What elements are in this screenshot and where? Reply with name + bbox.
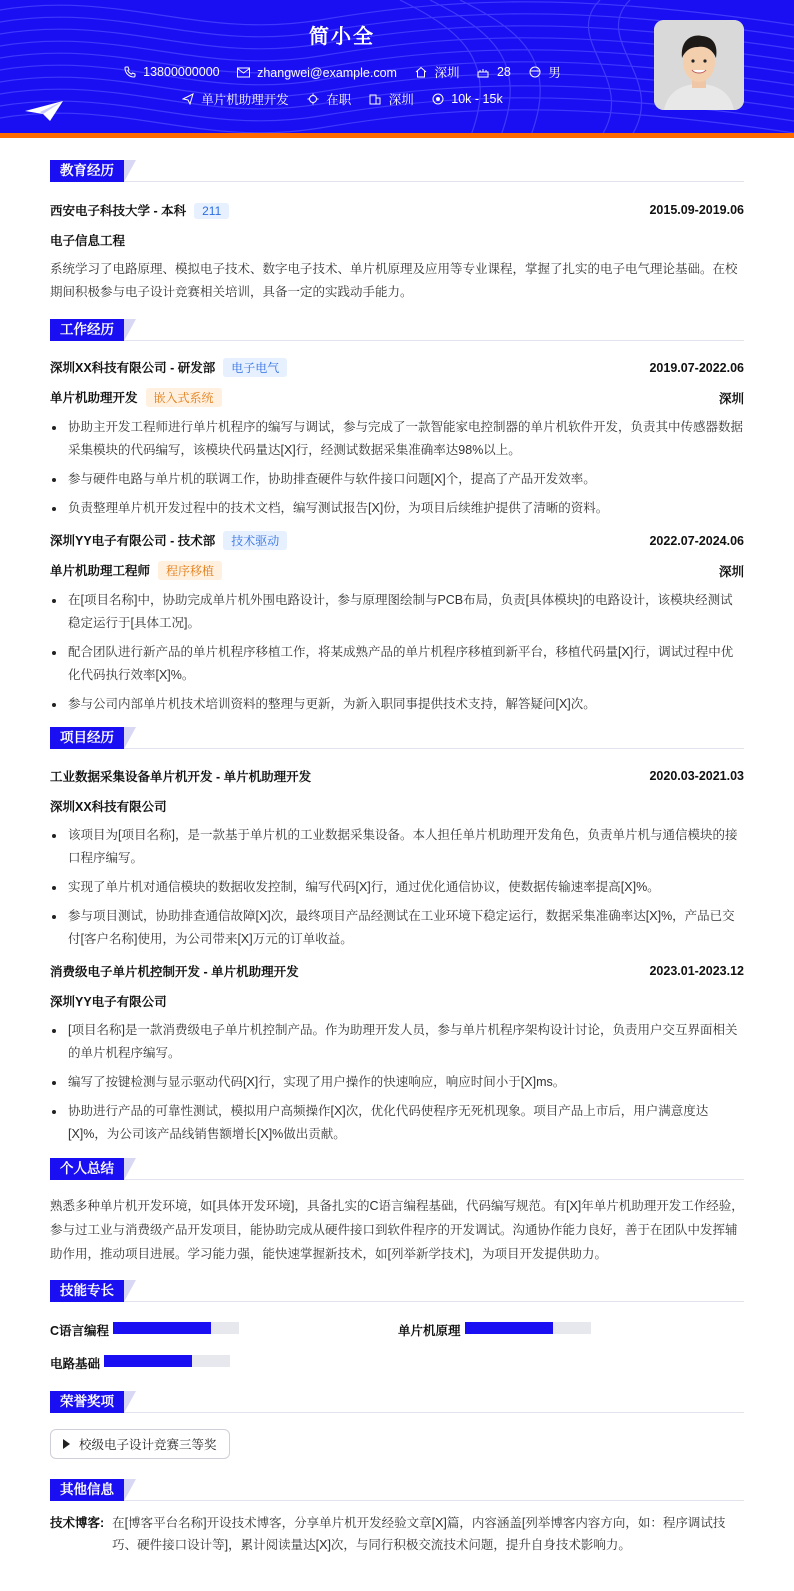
triangle-icon bbox=[63, 1439, 70, 1449]
project-name: 消费级电子单片机控制开发 - 单片机助理开发 bbox=[50, 965, 299, 979]
email-item bbox=[237, 66, 397, 80]
building-icon bbox=[369, 93, 382, 106]
skill-name: C语言编程 bbox=[50, 1324, 110, 1338]
project-entry bbox=[50, 962, 744, 1146]
project-company-row bbox=[50, 797, 744, 815]
list-item: 编写了按键检测与显示驱动代码[X]行，实现了用户操作的快速响应，响应时间小于[X]ms。 bbox=[50, 1071, 744, 1094]
job-header-row bbox=[50, 358, 744, 377]
skills-title-label: 技能专长 bbox=[50, 1280, 124, 1302]
projects-title-label: 项目经历 bbox=[50, 727, 124, 749]
job-location: 深圳 bbox=[718, 391, 744, 406]
project-company: 深圳YY电子有限公司 bbox=[50, 995, 167, 1009]
skill-bar bbox=[465, 1322, 591, 1334]
city-text: 深圳 bbox=[434, 66, 460, 80]
job-bullets bbox=[50, 416, 744, 520]
mail-icon bbox=[237, 67, 250, 80]
position-tag: 程序移植 bbox=[158, 561, 222, 580]
salary-text: 10k - 15k bbox=[451, 92, 503, 106]
school-tag: 211 bbox=[194, 203, 229, 219]
projects-title bbox=[50, 727, 744, 749]
awards-title bbox=[50, 1391, 744, 1413]
job-header-row bbox=[50, 531, 744, 550]
blog-label: 技术博客: bbox=[50, 1516, 105, 1530]
project-bullets bbox=[50, 1019, 744, 1146]
target-job-item bbox=[181, 90, 289, 108]
job-bullets bbox=[50, 589, 744, 716]
other-section bbox=[50, 1479, 744, 1556]
education-title bbox=[50, 160, 744, 182]
target-job-text: 单片机助理开发 bbox=[201, 93, 289, 107]
projects-section bbox=[50, 727, 744, 1152]
education-desc: 系统学习了电路原理、模拟电子技术、数字电子技术、单片机原理及应用等专业课程，掌握了扎实的电子电气理论基础。在校期间积极参与电子设计竞赛相关培训，具备一定的实践动手能力。 bbox=[50, 262, 738, 299]
awards-title-label: 荣誉奖项 bbox=[50, 1391, 124, 1413]
gender-icon bbox=[528, 66, 541, 79]
list-item: 实现了单片机对通信模块的数据收发控制，编写代码[X]行，通过优化通信协议，使数据传输速率提高[X]%。 bbox=[50, 876, 744, 899]
candidate-name: 简小全 bbox=[309, 26, 375, 48]
age-icon bbox=[477, 66, 490, 79]
gender-item bbox=[528, 63, 561, 81]
status-icon bbox=[306, 93, 319, 106]
summary-text: 熟悉多种单片机开发环境，如[具体开发环境]，具备扎实的C语言编程基础，代码编写规范。有[X]年单片机助理开发工作经验，参与过工业与消费级产品开发项目，能协助完成从硬件接口到软件程序的开发调试。沟通协作能力良好，善于在团队中发挥辅助作用，推动项目进展。学习能力强，能快速掌握新技术，如[列举新学技术]，为项目开发提供助力。 bbox=[50, 1199, 744, 1261]
other-title-label: 其他信息 bbox=[50, 1479, 124, 1501]
status-text: 在职 bbox=[326, 93, 352, 107]
skills-section bbox=[50, 1280, 744, 1375]
list-item: 协助进行产品的可靠性测试，模拟用户高频操作[X]次，优化代码使程序无死机现象。项目产品上市后，用户满意度达[X]%，为公司该产品线销售额增长[X]%做出贡献。 bbox=[50, 1100, 744, 1146]
phone-icon bbox=[123, 66, 136, 79]
awards-section bbox=[50, 1391, 744, 1459]
project-bullets bbox=[50, 824, 744, 951]
target-city-item bbox=[369, 90, 414, 108]
skills-title bbox=[50, 1280, 744, 1302]
job-date: 2019.07-2022.06 bbox=[649, 360, 744, 375]
city-item bbox=[414, 63, 459, 81]
school-name: 西安电子科技大学 - 本科 bbox=[50, 204, 187, 218]
gender-text: 男 bbox=[548, 66, 561, 80]
job-date: 2022.07-2024.06 bbox=[649, 533, 744, 548]
paper-plane-icon bbox=[24, 100, 64, 122]
company-name: 深圳YY电子有限公司 - 技术部 bbox=[50, 534, 216, 548]
position-name: 单片机助理工程师 bbox=[50, 564, 151, 578]
summary-title-label: 个人总结 bbox=[50, 1158, 124, 1180]
age-text: 28 bbox=[496, 65, 511, 79]
salary-icon bbox=[431, 93, 444, 106]
phone-text: 13800000000 bbox=[143, 65, 220, 79]
age-item bbox=[477, 65, 511, 79]
job-intent-row bbox=[0, 90, 684, 108]
skill-name: 电路基础 bbox=[50, 1357, 101, 1371]
company-name: 深圳XX科技有限公司 - 研发部 bbox=[50, 361, 216, 375]
home-icon bbox=[414, 66, 427, 79]
project-header-row bbox=[50, 767, 744, 785]
skill-bar-fill bbox=[465, 1322, 553, 1334]
company-tag: 电子电气 bbox=[223, 358, 287, 377]
list-item: 配合团队进行新产品的单片机程序移植工作，将某成熟产品的单片机程序移植到新平台，移植代码量[X]行，调试过程中优化代码执行效率[X]%。 bbox=[50, 641, 744, 687]
position-tag: 嵌入式系统 bbox=[146, 388, 222, 407]
education-title-label: 教育经历 bbox=[50, 160, 124, 182]
salary-item bbox=[431, 92, 502, 106]
major-row bbox=[50, 231, 744, 249]
skill-name: 单片机原理 bbox=[398, 1324, 461, 1338]
skill-bar-fill bbox=[113, 1322, 211, 1334]
education-date: 2015.09-2019.06 bbox=[649, 203, 744, 217]
email-text: zhangwei@example.com bbox=[257, 66, 397, 80]
list-item: 参与硬件电路与单片机的联调工作，协助排查硬件与软件接口问题[X]个，提高了产品开发效率。 bbox=[50, 468, 744, 491]
project-entry bbox=[50, 767, 744, 951]
profile-photo bbox=[654, 20, 744, 110]
list-item: 参与公司内部单片机技术培训资料的整理与更新，为新入职同事提供技术支持，解答疑问[X]次。 bbox=[50, 693, 744, 716]
work-title-label: 工作经历 bbox=[50, 319, 124, 341]
award-text: 校级电子设计竞赛三等奖 bbox=[79, 1438, 217, 1452]
other-title bbox=[50, 1479, 744, 1501]
summary-section bbox=[50, 1158, 744, 1266]
skill-bar bbox=[113, 1322, 239, 1334]
project-company-row bbox=[50, 992, 744, 1010]
resume-header bbox=[0, 0, 794, 138]
skill-bar bbox=[104, 1355, 230, 1367]
awards-list bbox=[50, 1429, 744, 1459]
skill-bar-fill bbox=[104, 1355, 192, 1367]
blog-text: 在[博客平台名称]开设技术博客，分享单片机开发经验文章[X]篇，内容涵盖[列举博客内容方向，如：程序调试技巧、硬件接口设计等]，累计阅读量达[X]次，与同行积极交流技术问题，提升自身技术影响力。 bbox=[112, 1516, 726, 1552]
position-name: 单片机助理开发 bbox=[50, 391, 138, 405]
job-location: 深圳 bbox=[718, 564, 744, 579]
work-title bbox=[50, 319, 744, 341]
blog-row bbox=[50, 1512, 744, 1556]
list-item: [项目名称]是一款消费级电子单片机控制产品。作为助理开发人员，参与单片机程序架构设计讨论，负责用户交互界面相关的单片机程序编写。 bbox=[50, 1019, 744, 1065]
contact-row bbox=[0, 63, 684, 81]
company-tag: 技术驱动 bbox=[223, 531, 287, 550]
list-item: 该项目为[项目名称]，是一款基于单片机的工业数据采集设备。本人担任单片机助理开发角色，负责单片机与通信模块的接口程序编写。 bbox=[50, 824, 744, 870]
job-entry bbox=[50, 358, 744, 520]
project-name: 工业数据采集设备单片机开发 - 单片机助理开发 bbox=[50, 770, 312, 784]
major-name: 电子信息工程 bbox=[50, 234, 126, 248]
project-date: 2020.03-2021.03 bbox=[649, 769, 744, 783]
phone-item bbox=[123, 65, 219, 79]
position-row bbox=[50, 388, 744, 407]
position-row bbox=[50, 561, 744, 580]
project-date: 2023.01-2023.12 bbox=[649, 964, 744, 978]
project-header-row bbox=[50, 962, 744, 980]
education-header-row bbox=[50, 201, 744, 219]
list-item: 在[项目名称]中，协助完成单片机外围电路设计，参与原理图绘制与PCB布局，负责[具体模块]的电路设计，该模块经测试稳定运行于[具体工况]。 bbox=[50, 589, 744, 635]
summary-title bbox=[50, 1158, 744, 1180]
work-section bbox=[50, 319, 744, 722]
list-item: 协助主开发工程师进行单片机程序的编写与调试，参与完成了一款智能家电控制器的单片机软件开发，负责其中传感器数据采集模块的代码编写，该模块代码量达[X]行，经测试数据采集准确率达98%以上。 bbox=[50, 416, 744, 462]
award-item bbox=[50, 1429, 230, 1459]
list-item: 负责整理单片机开发过程中的技术文档，编写测试报告[X]份，为项目后续维护提供了清晰的资料。 bbox=[50, 497, 744, 520]
list-item: 参与项目测试，协助排查通信故障[X]次，最终项目产品经测试在工业环境下稳定运行，数据采集准确率达[X]%，产品已交付[客户名称]使用，为公司带来[X]万元的订单收益。 bbox=[50, 905, 744, 951]
send-icon bbox=[181, 93, 194, 106]
status-item bbox=[306, 90, 351, 108]
job-entry bbox=[50, 531, 744, 716]
target-city-text: 深圳 bbox=[388, 93, 414, 107]
education-section bbox=[50, 160, 744, 304]
project-company: 深圳XX科技有限公司 bbox=[50, 800, 167, 814]
